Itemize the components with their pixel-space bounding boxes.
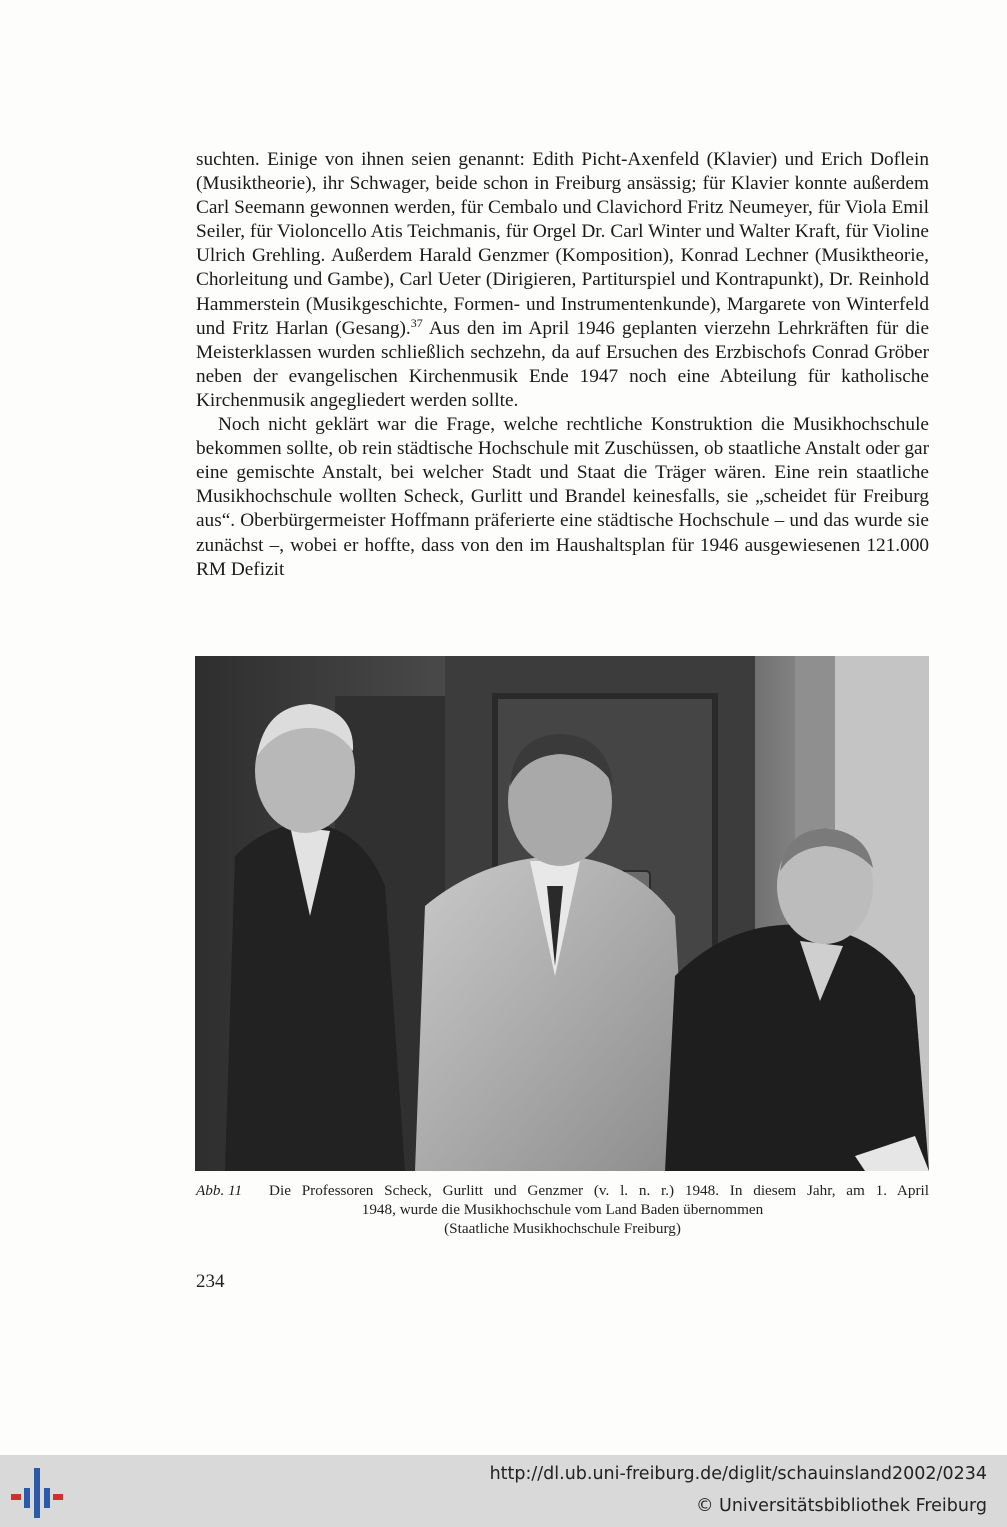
footer-copyright: © Universitätsbibliothek Freiburg [695, 1496, 987, 1516]
paragraph-1 [196, 148, 929, 413]
photo-illustration [195, 656, 929, 1171]
footer-bar [0, 1455, 1007, 1527]
paragraph-2: Noch nicht geklärt war die Frage, welche rechtliche Konstruktion die Musikhochschule bekommen sollte, ob rein städtische Hochschule mit Zuschüssen, ob staatliche Anstalt oder gar eine gemischte Anstalt, bei welcher Stadt und Staat die Träger wären. Eine rein staatliche Musikhochschule wollten Scheck, Gurlitt und Brandel keinesfalls, sie „scheidet für Freiburg aus“. Oberbürgermeister Hoffmann präferierte eine städtische Hochschule – und das wurde sie zunächst –, wobei er hoffte, dass von den im Haushaltsplan für 1946 ausgewiesenen 121.000 RM Defizit [196, 414, 929, 580]
caption-label: Abb. 11 [196, 1182, 243, 1199]
caption-line-3: (Staatliche Musikhochschule Freiburg) [444, 1220, 681, 1237]
paragraph-1-text-b: Aus den im April 1946 geplanten vierzehn Lehrkräften für die Meisterklassen wurden schließlich sechzehn, da auf Ersuchen des Erzbischofs Conrad Gröber neben der evangelischen Kirchenmusik Ende 1947 noch eine Abteilung für katholische Kirchenmusik angegliedert werden sollte. [196, 317, 930, 411]
right-man-body [665, 925, 929, 1171]
paragraph-1-text-a: suchten. Einige von ihnen seien genannt: Edith Picht-Axenfeld (Klavier) und Erich Doflein (Musiktheorie), ihr Schwager, beide schon in Freiburg ansässig; für Klavier konnte außerdem Carl Seemann gewonnen werden, für Cembalo und Clavichord Fritz Neumeyer, für Viola Emil Seiler, für Violoncello Atis Teichmanis, für Orgel Dr. Carl Winter und Walter Kraft, für Violine Ulrich Grehling. Außerdem Harald Genzmer (Komposition), Konrad Lechner (Musiktheorie, Chorleitung und Gambe), Carl Ueter (Dirigieren, Partiturspiel und Kontrapunkt), Dr. Reinhold Hammerstein (Musikgeschichte, Formen- und Instrumentenkunde), Margarete von Winterfeld und Fritz Harlan (Gesang). [196, 149, 929, 339]
footer-url-link[interactable]: http://dl.ub.uni-freiburg.de/diglit/schauinsland2002/0234 [489, 1464, 987, 1484]
page-number: 234 [196, 1271, 225, 1292]
footnote-ref-37[interactable]: 37 [410, 315, 423, 330]
historical-photo [195, 656, 929, 1171]
body-text [196, 148, 929, 582]
caption-line-2: 1948, wurde die Musikhochschule vom Land Baden übernommen [361, 1201, 764, 1218]
caption-line-1: Die Professoren Scheck, Gurlitt und Genzmer (v. l. n. r.) 1948. In diesem Jahr, am 1. April [269, 1182, 929, 1199]
ub-freiburg-logo-icon[interactable] [8, 1466, 68, 1520]
